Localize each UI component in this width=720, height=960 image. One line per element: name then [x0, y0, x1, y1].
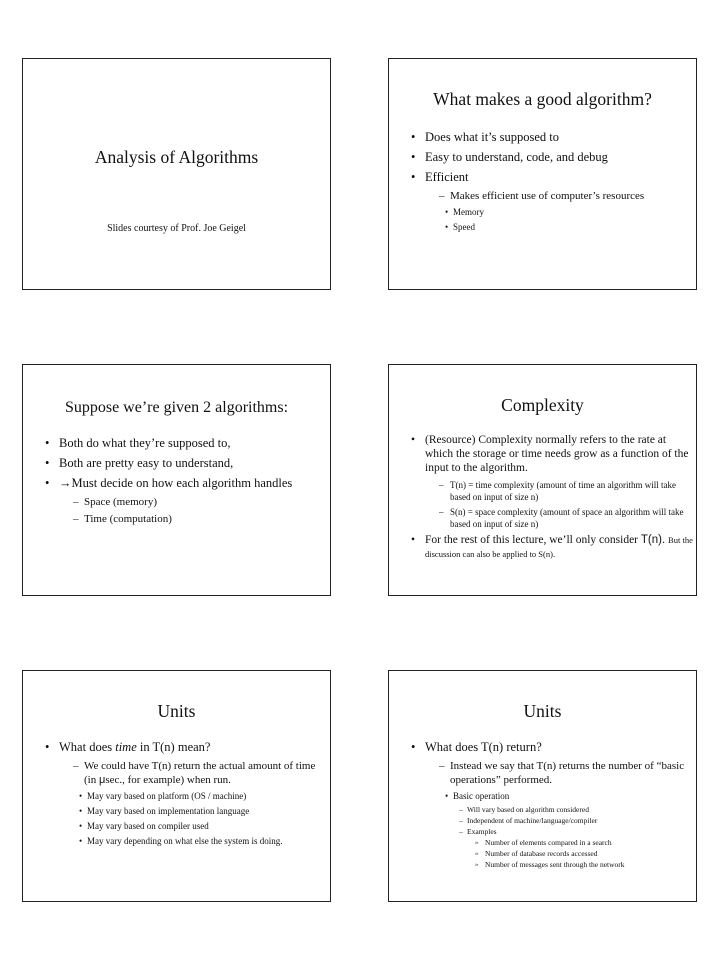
bullet: • What does time in T(n) mean? [45, 740, 211, 754]
bullet: • (Resource) Complexity normally refers to the rate at which the storage or time needs grow as a function of the input to the algorithm. [411, 434, 689, 474]
slide-bullets [389, 739, 696, 871]
slide-two-algorithms [22, 364, 331, 596]
sub-bullet: – We could have T(n) return the actual amount of time (in μsec., for example) when run. [73, 760, 316, 786]
slide-heading: Units [523, 701, 562, 721]
sub-bullet: – S(n) = space complexity (amount of space an algorithm will take based on input of size n) [439, 507, 684, 529]
slide-bullets [23, 739, 330, 850]
bullet: • Both do what they’re supposed to, [45, 436, 231, 450]
slide-heading: Suppose we’re given 2 algorithms: [64, 399, 289, 416]
sub-bullet: – Makes efficient use of computer’s resources [439, 190, 645, 202]
sub-sub-bullet: • May vary based on implementation language [79, 806, 250, 816]
sub-sub-bullet: • May vary based on platform (OS / machine) [79, 791, 247, 801]
example-bullet: » Number of elements compared in a search [475, 838, 612, 847]
bullet: • Both are pretty easy to understand, [45, 456, 234, 470]
slide-credit: Slides courtesy of Prof. Joe Geigel [107, 223, 246, 234]
sub-sub-bullet: • Speed [445, 222, 475, 232]
bullet: • Easy to understand, code, and debug [411, 150, 608, 164]
bullet: • →Must decide on how each algorithm handles [45, 476, 293, 490]
slide-title-heading: Analysis of Algorithms [94, 147, 259, 167]
bullet: • For the rest of this lecture, we’ll only consider T(n). But the discussion can also be applied to S(n). [411, 534, 693, 559]
slide-good-algorithm [388, 58, 697, 290]
sub-sub-bullet: • Memory [445, 207, 484, 217]
sub-sub-bullet: • May vary depending on what else the system is doing. [79, 836, 283, 846]
sub-bullet: – Instead we say that T(n) returns the number of “basic operations” performed. [439, 760, 685, 786]
slide-units-operations [388, 670, 697, 902]
slide-bullets [389, 433, 696, 565]
sub-sub-bullet: • Basic operation [445, 791, 510, 801]
example-bullet: » Number of messages sent through the network [475, 860, 625, 869]
example-bullet: » Number of database records accessed [475, 849, 598, 858]
slide-heading: Complexity [501, 395, 584, 415]
arrow-icon: → [59, 476, 72, 490]
slide-complexity [388, 364, 697, 596]
sub-sub-bullet: • May vary based on compiler used [79, 821, 209, 831]
bullet: • Efficient [411, 170, 469, 184]
slide-units-time [22, 670, 331, 902]
slide-heading: What makes a good algorithm? [433, 89, 652, 109]
slide-bullets [389, 129, 696, 236]
bullet: • Does what it’s supposed to [411, 130, 560, 144]
sub-bullet: – Time (computation) [73, 513, 172, 525]
sub-bullet: – Space (memory) [73, 496, 157, 508]
slide-bullets [23, 435, 330, 529]
bullet: • What does T(n) return? [411, 740, 542, 754]
slide-heading: Units [157, 701, 196, 721]
slide-title [22, 58, 331, 290]
level-4-bullet: – Will vary based on algorithm considered [459, 805, 589, 814]
level-4-bullet: – Independent of machine/language/compiler [459, 816, 598, 825]
level-4-bullet: – Examples [459, 827, 497, 836]
sub-bullet: – T(n) = time complexity (amount of time an algorithm will take based on input of size n) [439, 480, 677, 502]
